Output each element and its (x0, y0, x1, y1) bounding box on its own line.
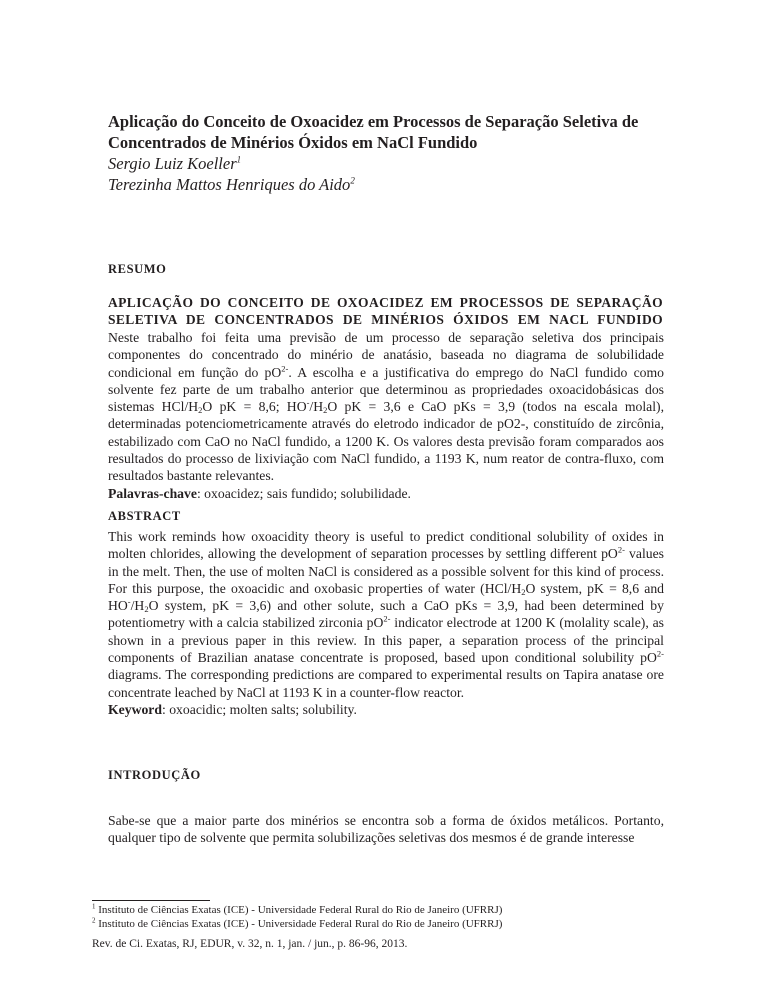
journal-citation: Rev. de Ci. Exatas, RJ, EDUR, v. 32, n. 1, jan. / jun., p. 86-96, 2013. (92, 938, 408, 950)
abstract-heading: ABSTRACT (108, 509, 181, 523)
resumo-body (108, 329, 664, 502)
author-1-name: Sergio Luiz Koeller (108, 154, 237, 173)
author-1-mark: 1 (236, 154, 242, 165)
footnote-divider (92, 900, 210, 901)
resumo-keywords-label: Palavras-chave (108, 485, 197, 501)
footnote-1-mark: 1 (92, 902, 96, 911)
footnote-2-mark: 2 (92, 916, 96, 925)
introducao-heading: INTRODUÇÃO (108, 768, 201, 782)
abstract-body (108, 528, 664, 718)
author-2-name: Terezinha Mattos Henriques do Aido (108, 175, 351, 194)
introducao-body (108, 812, 664, 847)
introducao-text: Sabe-se que a maior parte dos minérios se encontra sob a forma de óxidos metálicos. Portanto, qualquer tipo de solvente que permita solubilizações seletivas dos mesmos é de grande interesse (108, 813, 664, 846)
author-1 (108, 153, 241, 174)
resumo-heading: RESUMO (108, 262, 167, 276)
resumo-keywords-list: : oxoacidez; sais fundido; solubilidade. (196, 485, 411, 501)
footnote-1-text: Instituto de Ciências Exatas (ICE) - Universidade Federal Rural do Rio de Janeiro (UFRRJ) (98, 904, 503, 916)
footnote-1 (92, 903, 502, 917)
resumo-keywords (108, 485, 664, 502)
author-2 (108, 174, 355, 195)
resumo-text: Neste trabalho foi feita uma previsão de um processo de separação seletiva dos principais componentes do concentrado do minério de anatásio, baseada no diagrama de solubilidade condicional em função do $pO^{2-}$. A escolha e a justificativa do emprego do NaCl fundido como solvente fez parte de um trabalho anterior que determinou as propriedades oxoacidobásicas dos sistemas HCl/$H_2O$ pK = 8,6; $HO^-/H_2O$ pK = 3,6 e CaO pKs = 3,9 (todos na escala molal), determinadas potenciometricamente através do eletrodo indicador de pO2-, constituído de zircônia, estabilizado com CaO no NaCl fundido, a 1200 K. Os valores desta previsão foram comparados aos resultados do processo de lixiviação com NaCl fundido, a 1193 K, num reator de contra-fluxo, com resultados bastante relevantes. (108, 330, 664, 484)
abstract-keywords (108, 701, 664, 718)
abstract-keywords-label: Keyword (108, 701, 162, 717)
footnote-2 (92, 917, 502, 931)
paper-title: Aplicação do Conceito de Oxoacidez em Processos de Separação Seletiva de Concentrados de Minérios Óxidos em NaCl Fundido (108, 112, 639, 152)
footnote-2-text: Instituto de Ciências Exatas (ICE) - Universidade Federal Rural do Rio de Janeiro (UFRRJ) (98, 918, 503, 930)
author-2-mark: 2 (350, 175, 355, 186)
abstract-keywords-list: : oxoacidic; molten salts; solubility. (161, 701, 357, 717)
abstract-text: This work reminds how oxoacidity theory is useful to predict conditional solubility of oxides in molten chlorides, allowing the development of separation processes by settling different $pO^{2-}$ values in the melt. Then, the use of molten NaCl is considered as a possible solvent for this kind of process. For this purpose, the oxoacidic and oxobasic properties of water ($HCl/H_2O$ system, pK = 8,6 and $HO^-/H_2O$ system, pK = 3,6) and other solute, such a CaO pKs = 3,9, had been determined by potentiometry with a calcia stabilized zirconia $pO^{2-}$ indicator electrode at 1200 K (molality scale), as shown in a previous paper in this review. In this paper, a separation process of the principal components of Brazilian anatase concentrate is proposed, based upon conditional solubility $pO^{2-}$ diagrams. The corresponding predictions are compared to experimental results on Tapira anatase ore concentrate leached by NaCl at 1193 K in a counter-flow reactor. (108, 529, 665, 700)
resumo-subheading: APLICAÇÃO DO CONCEITO DE OXOACIDEZ EM PROCESSOS DE SEPARAÇÃO SELETIVA DE CONCENTRADOS DE MINÉRIOS ÓXIDOS EM NACL FUNDIDO (108, 295, 663, 327)
